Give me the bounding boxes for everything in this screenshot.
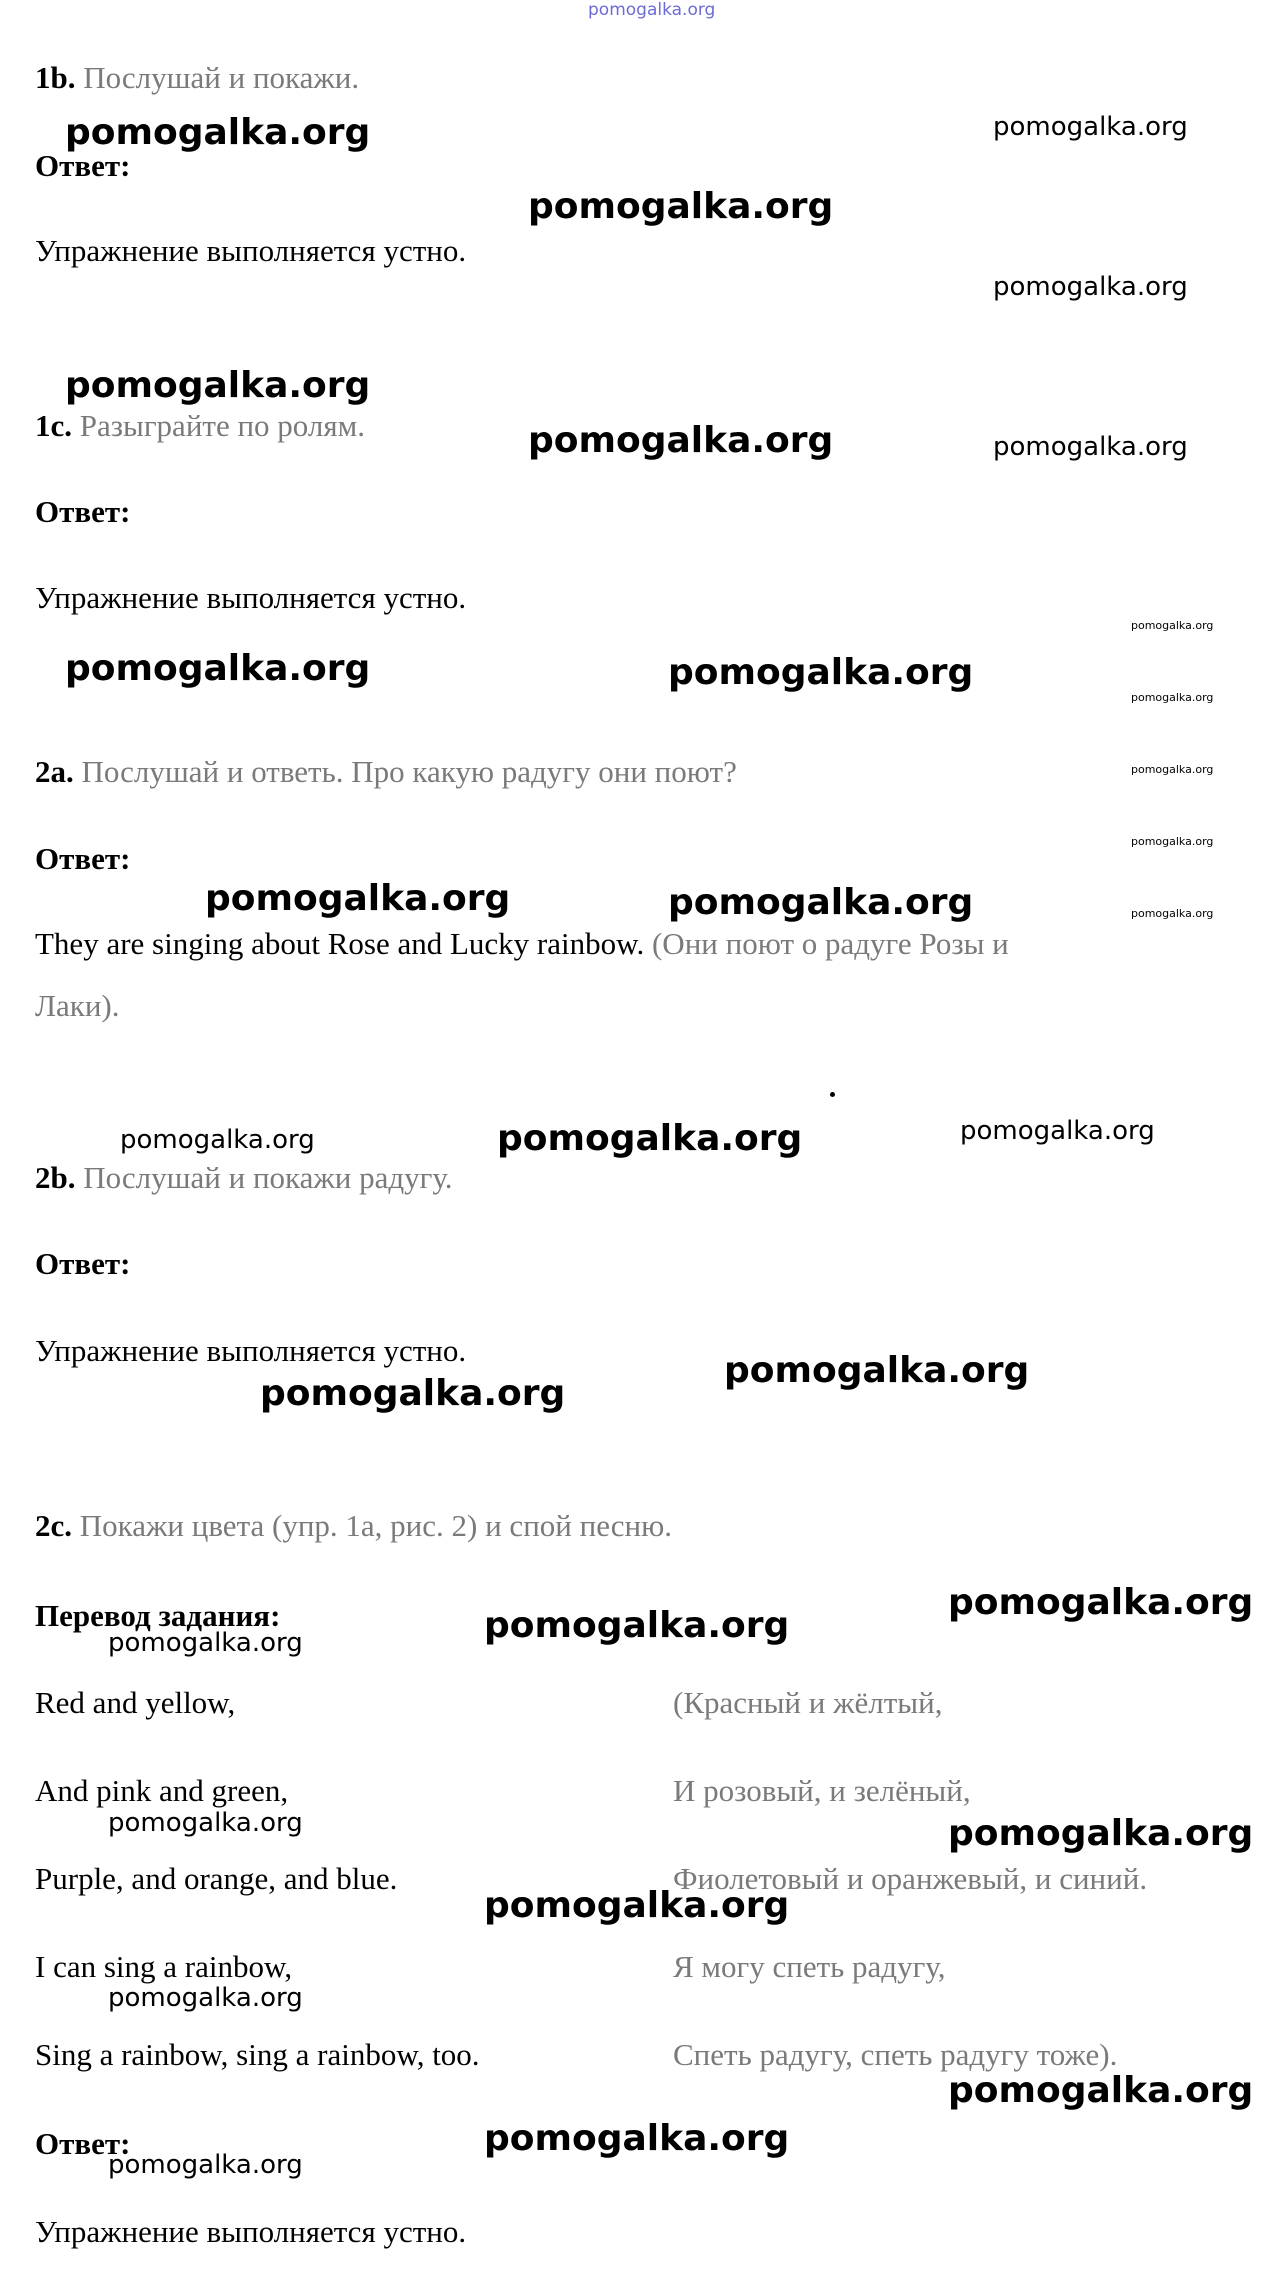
task-2b-instruction: Послушай и покажи радугу. — [83, 1160, 453, 1195]
watermark: pomogalka.org — [1131, 835, 1214, 848]
task-1b-number: 1b. — [35, 60, 76, 95]
watermark: pomogalka.org — [668, 882, 974, 923]
task-1b — [35, 60, 359, 96]
song-line-en-4: I can sing a rainbow, — [35, 1949, 293, 1984]
answer-2a-russian-2: Лаки). — [35, 988, 120, 1023]
answer-label-1c: Ответ: — [35, 494, 131, 529]
song-line-ru-5: Спеть радугу, спеть радугу тоже). — [673, 2037, 1118, 2072]
watermark: pomogalka.org — [205, 878, 511, 919]
watermark: pomogalka.org — [948, 1813, 1254, 1854]
watermark: pomogalka.org — [960, 1116, 1155, 1146]
watermark: pomogalka.org — [497, 1118, 803, 1159]
answer-label-2b: Ответ: — [35, 1246, 131, 1281]
watermark: pomogalka.org — [65, 112, 371, 153]
watermark: pomogalka.org — [993, 272, 1188, 302]
answer-text-2c: Упражнение выполняется устно. — [35, 2214, 467, 2249]
watermark: pomogalka.org — [1131, 907, 1214, 920]
task-2c-instruction: Покажи цвета (упр. 1a, рис. 2) и спой песню. — [79, 1508, 673, 1543]
task-1c — [35, 408, 365, 444]
song-line-ru-3: Фиолетовый и оранжевый, и синий. — [673, 1861, 1148, 1896]
watermark: pomogalka.org — [993, 112, 1188, 142]
song-line-ru-2: И розовый, и зелёный, — [673, 1773, 971, 1808]
task-2a-number: 2a. — [35, 754, 74, 789]
answer-label-1b: Ответ: — [35, 148, 131, 183]
answer-text-1c: Упражнение выполняется устно. — [35, 580, 467, 615]
watermark: pomogalka.org — [724, 1350, 1030, 1391]
watermark: pomogalka.org — [108, 1983, 303, 2013]
watermark: pomogalka.org — [528, 186, 834, 227]
watermark-top: pomogalka.org — [588, 0, 716, 20]
watermark: pomogalka.org — [65, 648, 371, 689]
answer-2a-russian-1: (Они поют о радуге Розы и — [651, 926, 1009, 961]
answer-2a-english: They are singing about Rose and Lucky rainbow. — [35, 926, 645, 961]
watermark: pomogalka.org — [484, 1605, 790, 1646]
task-2c — [35, 1508, 672, 1544]
task-2a — [35, 754, 737, 790]
watermark: pomogalka.org — [993, 432, 1188, 462]
task-2b — [35, 1160, 453, 1196]
watermark: pomogalka.org — [528, 420, 834, 461]
song-line-ru-4: Я могу спеть радугу, — [673, 1949, 946, 1984]
watermark: pomogalka.org — [108, 2150, 303, 2180]
task-2c-number: 2c. — [35, 1508, 73, 1543]
watermark: pomogalka.org — [948, 1582, 1254, 1623]
task-2b-number: 2b. — [35, 1160, 76, 1195]
task-1c-number: 1c. — [35, 408, 73, 443]
watermark: pomogalka.org — [1131, 619, 1214, 632]
task-1b-instruction: Послушай и покажи. — [83, 60, 360, 95]
answer-label-2a: Ответ: — [35, 841, 131, 876]
answer-label-2c: Ответ: — [35, 2126, 131, 2161]
stray-dot — [830, 1092, 835, 1097]
watermark: pomogalka.org — [948, 2070, 1254, 2111]
answer-text-2b: Упражнение выполняется устно. — [35, 1333, 467, 1368]
answer-text-2a — [35, 926, 1009, 962]
task-2a-instruction: Послушай и ответь. Про какую радугу они поют? — [81, 754, 737, 789]
translation-label: Перевод задания: — [35, 1598, 281, 1633]
watermark: pomogalka.org — [260, 1373, 566, 1414]
song-line-en-5: Sing a rainbow, sing a rainbow, too. — [35, 2037, 480, 2072]
watermark: pomogalka.org — [65, 365, 371, 406]
song-line-ru-1: (Красный и жёлтый, — [673, 1685, 943, 1720]
watermark: pomogalka.org — [108, 1628, 303, 1658]
watermark: pomogalka.org — [484, 2118, 790, 2159]
watermark: pomogalka.org — [1131, 763, 1214, 776]
song-line-en-2: And pink and green, — [35, 1773, 289, 1808]
watermark: pomogalka.org — [120, 1125, 315, 1155]
answer-text-1b: Упражнение выполняется устно. — [35, 233, 467, 268]
watermark: pomogalka.org — [484, 1885, 790, 1926]
song-line-en-1: Red and yellow, — [35, 1685, 236, 1720]
task-1c-instruction: Разыграйте по ролям. — [79, 408, 365, 443]
song-line-en-3: Purple, and orange, and blue. — [35, 1861, 398, 1896]
watermark: pomogalka.org — [108, 1808, 303, 1838]
watermark: pomogalka.org — [1131, 691, 1214, 704]
watermark: pomogalka.org — [668, 652, 974, 693]
